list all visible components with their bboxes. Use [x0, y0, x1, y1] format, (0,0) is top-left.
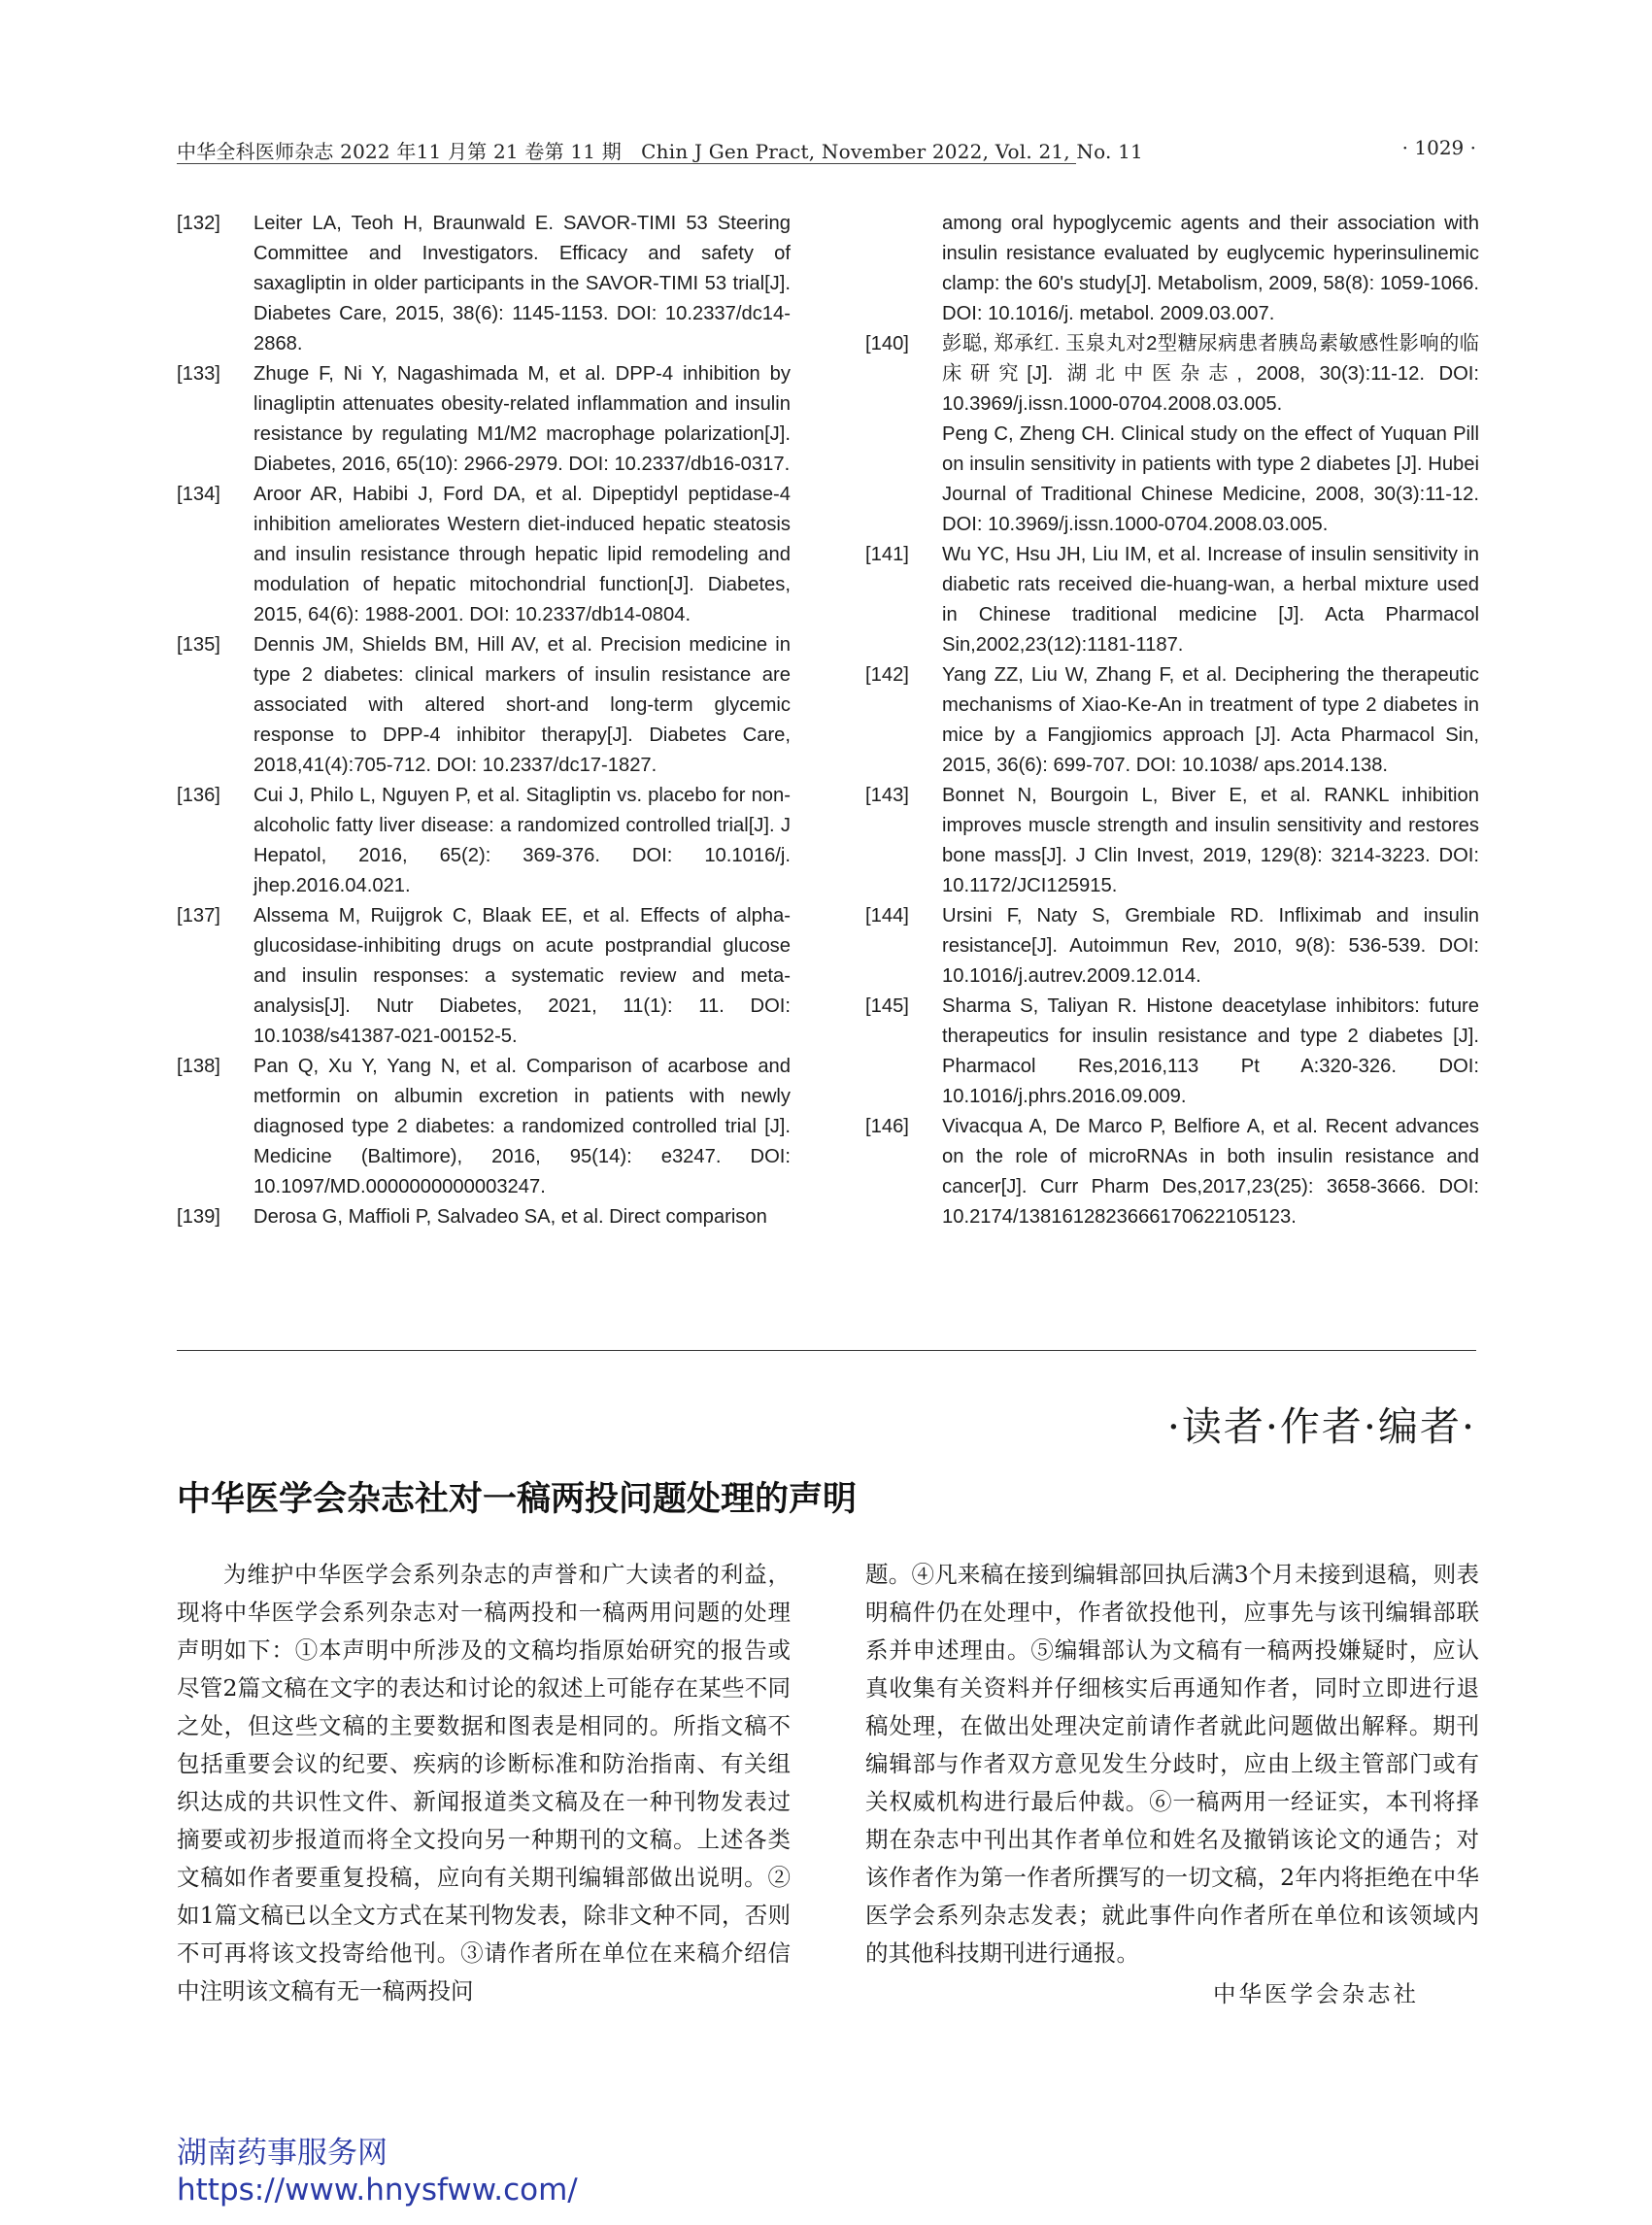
reference-item: [177, 781, 791, 901]
reference-item: [177, 209, 791, 359]
section-heading: ·读者·作者·编者·: [1166, 1403, 1476, 1450]
reference-text: Alssema M, Ruijgrok C, Blaak EE, et al. Effects of alpha-glucosidase-inhibiting drugs on acute postprandial glucose and insulin responses: a systematic review and meta-analysis[J]. Nutr Diabetes, 2021, 11(1): 11. DOI: 10.1038/s41387-021-00152-5.: [253, 905, 791, 1047]
reference-item: [177, 1202, 791, 1232]
reference-text: Ursini F, Naty S, Grembiale RD. Infliximab and insulin resistance[J]. Autoimmun Rev, 2010, 9(8): 536-539. DOI: 10.1016/j.autrev.2009.12.014.: [942, 905, 1479, 987]
reference-item: [177, 630, 791, 781]
reference-number: [138]: [177, 1056, 220, 1077]
reference-item: [177, 359, 791, 480]
header-rule: [177, 163, 1076, 164]
reference-text: Leiter LA, Teoh H, Braunwald E. SAVOR-TIMI 53 Steering Committee and Investigators. Efficacy and safety of saxagliptin in older participants in the SAVOR-TIMI 53 trial[J]. Diabetes Care, 2015, 38(6): 1145-1153. DOI: 10.2337/dc14-2868.: [253, 213, 791, 354]
reference-item: [865, 1112, 1479, 1232]
reference-item: [865, 901, 1479, 992]
reference-item: [865, 540, 1479, 660]
reference-number: [140]: [865, 333, 909, 354]
watermark-url: https://www.hnysfww.com/: [177, 2173, 578, 2208]
reference-number: [141]: [865, 544, 909, 565]
reference-text: Cui J, Philo L, Nguyen P, et al. Sitagliptin vs. placebo for non-alcoholic fatty liver disease: a randomized controlled trial[J]. J Hepatol, 2016, 65(2): 369-376. DOI: 10.1016/j. jhep.2016.04.021.: [253, 785, 791, 896]
reference-text: Aroor AR, Habibi J, Ford DA, et al. Dipeptidyl peptidase-4 inhibition ameliorates Western diet-induced hepatic steatosis and insulin resistance through hepatic lipid remodeling and modulation of hepatic mitochondrial function[J]. Diabetes, 2015, 64(6): 1988-2001. DOI: 10.2337/db14-0804.: [253, 484, 791, 625]
reference-item: [177, 901, 791, 1052]
statement-body-right: 题。④凡来稿在接到编辑部回执后满3个月未接到退稿，则表明稿件仍在处理中，作者欲投他刊，应事先与该刊编辑部联系并申述理由。⑤编辑部认为文稿有一稿两投嫌疑时，应认真收集有关资料并仔细核实后再通知作者，同时立即进行退稿处理，在做出处理决定前请作者就此问题做出解释。期刊编辑部与作者双方意见发生分歧时，应由上级主管部门或有关权威机构进行最后仲裁。⑥一稿两用一经证实，本刊将择期在杂志中刊出其作者单位和姓名及撤销该论文的通告；对该作者作为第一作者所撰写的一切文稿，2年内将拒绝在中华医学会系列杂志发表；就此事件向作者所在单位和该领域内的其他科技期刊进行通报。: [865, 1561, 1479, 1967]
references-right-column: [865, 209, 1479, 1232]
reference-number: [144]: [865, 905, 909, 927]
reference-item: [177, 1052, 791, 1202]
reference-text: Zhuge F, Ni Y, Nagashimada M, et al. DPP-4 inhibition by linagliptin attenuates obesity-related inflammation and insulin resistance by regulating M1/M2 macrophage polarization[J]. Diabetes, 2016, 65(10): 2966-2979. DOI: 10.2337/db16-0317.: [253, 363, 791, 475]
reference-number: [136]: [177, 785, 220, 806]
reference-item: [865, 660, 1479, 781]
reference-text: Wu YC, Hsu JH, Liu IM, et al. Increase of insulin sensitivity in diabetic rats received die-huang-wan, a herbal mixture used in Chinese traditional medicine [J]. Acta Pharmacol Sin,2002,23(12):1181-1187.: [942, 544, 1479, 656]
reference-number: [133]: [177, 363, 220, 385]
watermark-site-name: 湖南药事服务网: [177, 2136, 388, 2171]
reference-text: among oral hypoglycemic agents and their association with insulin resistance evaluated by euglycemic hyperinsulinemic clamp: the 60's study[J]. Metabolism, 2009, 58(8): 1059-1066. DOI: 10.1016/j. metabol. 2009.03.007.: [942, 213, 1479, 324]
section-divider: [177, 1350, 1476, 1351]
statement-title: 中华医学会杂志社对一稿两投问题处理的声明: [177, 1480, 858, 1519]
reference-item: [865, 420, 1479, 540]
statement-signature: 中华医学会杂志社: [1213, 1980, 1419, 2007]
reference-number: [139]: [177, 1206, 220, 1228]
reference-text: Peng C, Zheng CH. Clinical study on the effect of Yuquan Pill on insulin sensitivity in patients with type 2 diabetes [J]. Hubei Journal of Traditional Chinese Medicine, 2008, 30(3):11-12. DOI: 10.3969/j.issn.1000-0704.2008.03.005.: [942, 423, 1479, 535]
reference-text: Vivacqua A, De Marco P, Belfiore A, et al. Recent advances on the role of microRNAs in both insulin resistance and cancer[J]. Curr Pharm Des,2017,23(25): 3658-3666. DOI: 10.2174/1381612823666170622105123.: [942, 1116, 1479, 1228]
reference-number: [137]: [177, 905, 220, 927]
journal-citation: 中华全科医师杂志 2022 年11 月第 21 卷第 11 期 Chin J Gen Pract, November 2022, Vol. 21, No. 11: [177, 140, 1143, 163]
reference-text: Yang ZZ, Liu W, Zhang F, et al. Deciphering the therapeutic mechanisms of Xiao-Ke-An in treatment of type 2 diabetes in mice by a Fangjiomics approach [J]. Acta Pharmacol Sin, 2015, 36(6): 699-707. DOI: 10.1038/ aps.2014.138.: [942, 664, 1479, 776]
reference-text: Derosa G, Maffioli P, Salvadeo SA, et al. Direct comparison: [253, 1206, 767, 1228]
reference-text: Pan Q, Xu Y, Yang N, et al. Comparison of acarbose and metformin on albumin excretion in patients with newly diagnosed type 2 diabetes: a randomized controlled trial [J]. Medicine (Baltimore), 2016, 95(14): e3247. DOI: 10.1097/MD.0000000000003247.: [253, 1056, 791, 1197]
reference-number: [146]: [865, 1116, 909, 1137]
reference-item: [865, 992, 1479, 1112]
reference-number: [135]: [177, 634, 220, 656]
reference-number: [142]: [865, 664, 909, 686]
reference-number: [132]: [177, 213, 220, 234]
reference-text: Bonnet N, Bourgoin L, Biver E, et al. RANKL inhibition improves muscle strength and insulin sensitivity and restores bone mass[J]. J Clin Invest, 2019, 129(8): 3214-3223. DOI: 10.1172/JCI125915.: [942, 785, 1479, 896]
page-number: · 1029 ·: [1401, 136, 1476, 159]
reference-number: [143]: [865, 785, 909, 806]
reference-text: Sharma S, Taliyan R. Histone deacetylase inhibitors: future therapeutics for insulin resistance and type 2 diabetes [J]. Pharmacol Res,2016,113 Pt A:320-326. DOI: 10.1016/j.phrs.2016.09.009.: [942, 995, 1479, 1107]
watermark: [177, 2135, 578, 2208]
reference-item: [865, 329, 1479, 420]
reference-text: Dennis JM, Shields BM, Hill AV, et al. Precision medicine in type 2 diabetes: clinical markers of insulin resistance are associated with altered short-and long-term glycemic response to DPP-4 inhibitor therapy[J]. Diabetes Care, 2018,41(4):705-712. DOI: 10.2337/dc17-1827.: [253, 634, 791, 776]
reference-number: [134]: [177, 484, 220, 505]
reference-number: [145]: [865, 995, 909, 1017]
reference-item: [177, 480, 791, 630]
reference-item: [865, 209, 1479, 329]
reference-text: 彭聪, 郑承红. 玉泉丸对2型糖尿病患者胰岛素敏感性影响的临床研究[J]. 湖北中医杂志, 2008, 30(3):11-12. DOI: 10.3969/j.issn.1000-0704.2008.03.005.: [942, 333, 1479, 415]
references-left-column: [177, 209, 791, 1232]
reference-item: [865, 781, 1479, 901]
statement-body-left: 为维护中华医学会系列杂志的声誉和广大读者的利益，现将中华医学会系列杂志对一稿两投和一稿两用问题的处理声明如下：①本声明中所涉及的文稿均指原始研究的报告或尽管2篇文稿在文字的表达和讨论的叙述上可能存在某些不同之处，但这些文稿的主要数据和图表是相同的。所指文稿不包括重要会议的纪要、疾病的诊断标准和防治指南、有关组织达成的共识性文件、新闻报道类文稿及在一种刊物发表过摘要或初步报道而将全文投向另一种期刊的文稿。上述各类文稿如作者要重复投稿，应向有关期刊编辑部做出说明。②如1篇文稿已以全文方式在某刊物发表，除非文种不同，否则不可再将该文投寄给他刊。③请作者所在单位在来稿介绍信中注明该文稿有无一稿两投问: [177, 1561, 791, 2005]
running-header: [177, 132, 1476, 167]
